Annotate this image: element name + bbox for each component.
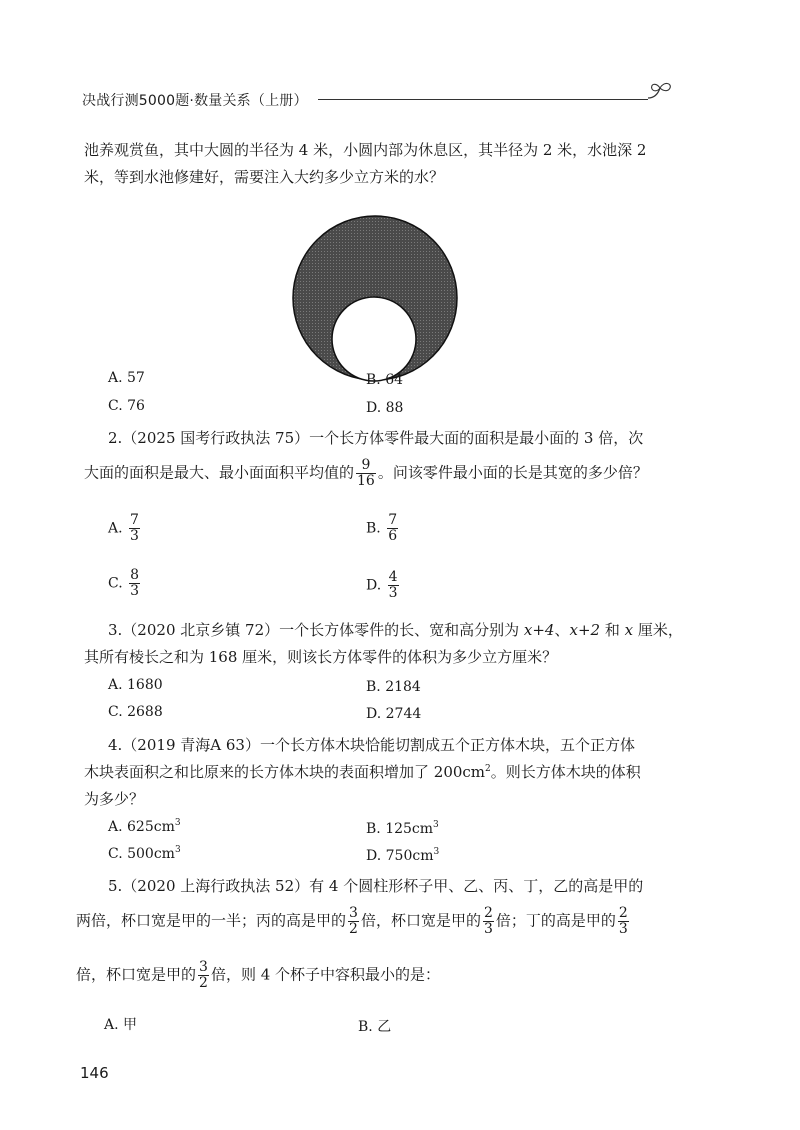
fraction-denominator: 2 bbox=[349, 921, 358, 937]
option-text: A. 625cm bbox=[108, 819, 175, 835]
q4-line3: 为多少？ bbox=[84, 790, 145, 808]
option-text: D. 750cm bbox=[366, 848, 434, 864]
q5-text: 倍；丁的高是甲的 bbox=[495, 911, 616, 930]
q3-option-d: D. 2744 bbox=[366, 706, 422, 722]
q3-text: 和 bbox=[600, 621, 625, 639]
q1-line2: 米，等到水池修建好，需要注入大约多少立方米的水？ bbox=[84, 168, 445, 186]
q1-option-c: C. 76 bbox=[108, 398, 145, 414]
q1-option-b: B. 64 bbox=[366, 372, 404, 388]
superscript: 3 bbox=[174, 845, 181, 855]
q3-line1 bbox=[108, 623, 683, 638]
q3-text: 厘米， bbox=[633, 621, 683, 639]
q3-separator: 、 bbox=[554, 621, 570, 639]
q3-option-c: C. 2688 bbox=[108, 704, 163, 720]
fraction-denominator: 3 bbox=[483, 921, 493, 937]
q2-line2-text-end: 。问该零件最小面的长是其宽的多少倍？ bbox=[377, 463, 648, 482]
q3-text: 3.（2020 北京乡镇 72）一个长方体零件的长、宽和高分别为 bbox=[108, 621, 524, 639]
q4-option-d bbox=[366, 848, 439, 864]
q4-option-b bbox=[366, 821, 439, 837]
q3-option-a: A. 1680 bbox=[108, 677, 163, 693]
q4-option-c bbox=[108, 846, 181, 862]
q3-option-b: B. 2184 bbox=[366, 679, 421, 695]
q5-line2 bbox=[76, 906, 631, 937]
fraction-numerator: 7 bbox=[388, 512, 398, 528]
superscript: 3 bbox=[174, 818, 181, 828]
page-number: 146 bbox=[80, 1064, 109, 1082]
q5-text: 倍，杯口宽是甲的 bbox=[360, 911, 481, 930]
small-circle bbox=[332, 297, 416, 381]
q4-text: 。则长方体木块的体积 bbox=[490, 763, 641, 781]
q1-option-d: D. 88 bbox=[366, 400, 404, 416]
fraction-numerator: 2 bbox=[618, 905, 628, 921]
q3-line2: 其所有棱长之和为 168 厘米，则该长方体零件的体积为多少立方厘米？ bbox=[84, 648, 558, 666]
fraction-denominator: 2 bbox=[199, 975, 208, 991]
fraction-numerator: 9 bbox=[356, 458, 376, 474]
q3-variable: x bbox=[624, 621, 634, 639]
q2-line1: 2.（2025 国考行政执法 75）一个长方体零件最大面的面积是最小面的 3 倍，次 bbox=[108, 429, 644, 447]
q4-option-a bbox=[108, 819, 181, 835]
q4-line1: 4.（2019 青海A 63）一个长方体木块恰能切割成五个正方体木块，五个正方体 bbox=[108, 736, 635, 754]
q4-text: 木块表面积之和比原来的长方体木块的表面积增加了 200cm bbox=[84, 763, 486, 781]
q2-option-c bbox=[108, 568, 142, 599]
q2-option-a bbox=[108, 513, 142, 544]
q5-option-b: B. 乙 bbox=[358, 1019, 392, 1035]
q5-text: 倍，杯口宽是甲的 bbox=[76, 965, 197, 984]
q1-line1: 池养观赏鱼，其中大圆的半径为 4 米，小圆内部为休息区，其半径为 2 米，水池深 2 bbox=[84, 141, 647, 159]
fraction-numerator: 3 bbox=[349, 905, 358, 921]
fraction-numerator: 2 bbox=[483, 905, 493, 921]
fraction-denominator: 3 bbox=[388, 585, 398, 601]
superscript: 2 bbox=[485, 764, 491, 774]
q1-option-a: A. 57 bbox=[108, 370, 145, 386]
option-label: A. bbox=[108, 520, 123, 537]
superscript: 3 bbox=[433, 847, 440, 857]
fraction-denominator: 6 bbox=[388, 528, 398, 544]
fraction-denominator: 3 bbox=[618, 921, 628, 937]
q2-line2-text: 大面的面积是最大、最小面面积平均值的 bbox=[84, 463, 355, 482]
q5-text: 倍，则 4 个杯子中容积最小的是： bbox=[210, 965, 441, 984]
fraction-numerator: 4 bbox=[388, 569, 398, 585]
fraction-numerator: 3 bbox=[199, 959, 208, 975]
option-text: C. 500cm bbox=[108, 846, 175, 862]
q2-option-d bbox=[366, 570, 401, 601]
running-header: 决战行测5000题·数量关系（上册） bbox=[82, 93, 308, 109]
pool-diagram bbox=[290, 214, 460, 384]
q5-line3 bbox=[76, 960, 440, 991]
superscript: 3 bbox=[433, 820, 439, 830]
option-label: C. bbox=[108, 575, 123, 592]
q2-line2 bbox=[84, 458, 648, 489]
sprout-icon bbox=[646, 80, 674, 104]
fraction-numerator: 7 bbox=[130, 512, 139, 528]
q5-line1: 5.（2020 上海行政执法 52）有 4 个圆柱形杯子甲、乙、丙、丁，乙的高是甲的 bbox=[108, 877, 644, 895]
header-rule bbox=[318, 99, 648, 100]
option-label: B. bbox=[366, 520, 381, 537]
fraction-numerator: 8 bbox=[130, 567, 140, 583]
q3-expression: x+2 bbox=[569, 621, 601, 639]
option-label: D. bbox=[366, 577, 382, 594]
q2-option-b bbox=[366, 513, 400, 544]
q3-expression: x+4 bbox=[523, 621, 555, 639]
q4-line2 bbox=[84, 765, 641, 780]
q5-text: 两倍，杯口宽是甲的一半；丙的高是甲的 bbox=[76, 911, 347, 930]
fraction-denominator: 3 bbox=[130, 528, 139, 544]
fraction-denominator: 3 bbox=[130, 583, 140, 599]
q2-fraction bbox=[356, 458, 376, 489]
fraction-denominator: 16 bbox=[357, 473, 375, 489]
q5-option-a: A. 甲 bbox=[104, 1017, 138, 1033]
option-text: B. 125cm bbox=[366, 821, 434, 837]
